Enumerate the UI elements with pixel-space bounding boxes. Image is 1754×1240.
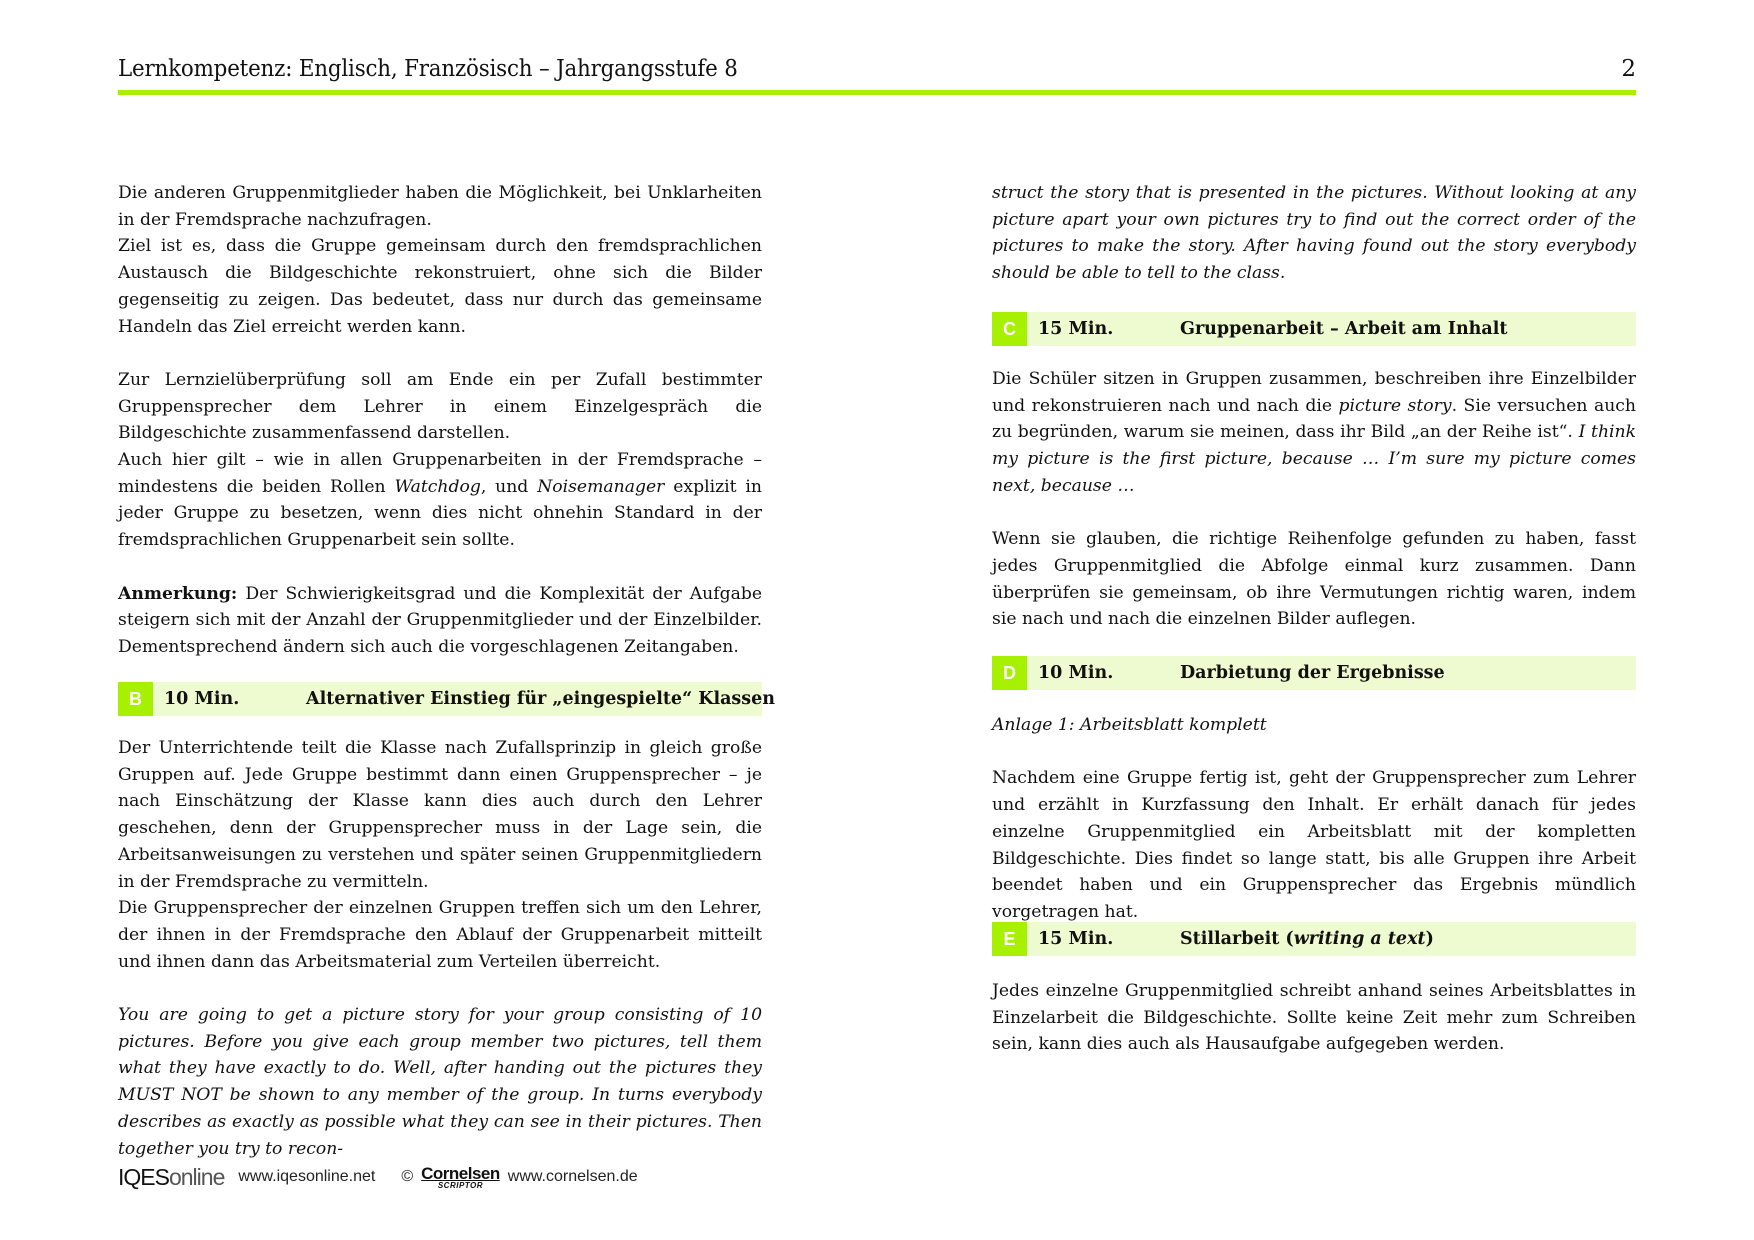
- section-duration: 15 Min.: [1038, 319, 1114, 339]
- text-run: Auch hier gilt – wie in allen Gruppenarbeiten in der Fremdsprache – mindestens die beiden Rollen: [118, 450, 762, 497]
- paragraph: Zur Lernzielüberprüfung soll am Ende ein per Zufall bestimmter Gruppensprecher dem Lehrer in einem Einzelgespräch die Bildgeschichte zusammenfassend darstellen.: [118, 369, 762, 444]
- text-run: writing a text: [1293, 929, 1426, 949]
- left-column: [118, 180, 762, 661]
- logo-text: SCRIPTOR: [437, 1180, 484, 1190]
- note-label: Anmerkung:: [118, 583, 238, 604]
- term-picture-story: picture story: [1338, 395, 1452, 416]
- section-e-body: [992, 978, 1636, 1058]
- section-title: [1180, 929, 1434, 949]
- page-number: 2: [1621, 56, 1636, 82]
- paragraph: [118, 447, 762, 554]
- section-duration: 10 Min.: [164, 689, 240, 709]
- paragraph: Die Gruppensprecher der einzelnen Gruppen treffen sich um den Lehrer, der ihnen in der Fremdsprache den Ablauf der Gruppenarbeit mitteilt und ihnen dann das Arbeitsmaterial zum Verteilen überreicht.: [118, 898, 762, 972]
- paragraph: Wenn sie glauben, die richtige Reihenfolge gefunden zu haben, fasst jedes Gruppenmitglied die Abfolge einmal kurz zusammen. Dann überprüfen sie gemeinsam, ob ihre Vermutungen richtig waren, indem sie nach und nach die einzelnen Bilder auflegen.: [992, 529, 1636, 630]
- section-c-body: [992, 366, 1636, 633]
- paragraph: Der Unterrichtende teilt die Klasse nach Zufallsprinzip in gleich große Gruppen auf. Jede Gruppe bestimmt dann einen Gruppensprecher – je nach Einschätzung der Klasse kann dies auch durch den Lehrer geschehen, denn der Gruppensprecher muss in der Lage sein, die Arbeitsanweisungen zu verstehen und später seinen Gruppenmitgliedern in der Fremdsprache zu vermitteln.: [118, 738, 762, 892]
- logo-text: Cornelsen: [421, 1163, 500, 1183]
- logo-text: online: [168, 1163, 225, 1190]
- footer: [118, 1162, 638, 1192]
- section-duration: 10 Min.: [1038, 663, 1114, 683]
- english-instructions-continued: struct the story that is presented in the pictures. Without looking at any picture apart your own pictures try to find out the correct order of the pictures to make the story. After having found out the story everybody should be able to tell to the class.: [992, 183, 1636, 284]
- header-rule: [118, 90, 1636, 95]
- role-watchdog: Watchdog: [394, 476, 481, 497]
- section-title: Gruppenarbeit – Arbeit am Inhalt: [1180, 319, 1508, 339]
- text-run: Stillarbeit (: [1180, 929, 1294, 949]
- section-duration: 15 Min.: [1038, 929, 1114, 949]
- paragraph: Die anderen Gruppenmitglieder haben die Möglichkeit, bei Unklarheiten in der Fremdsprache nachzufragen.: [118, 183, 762, 230]
- paragraph: Nachdem eine Gruppe fertig ist, geht der Gruppensprecher zum Lehrer und erzählt in Kurzfassung den Inhalt. Er erhält danach für jedes einzelne Gruppenmitglied ein Arbeitsblatt mit der kompletten Bildgeschichte. Dies findet so lange statt, bis alle Gruppen ihre Arbeit beendet haben und ein Gruppensprecher das Ergebnis mündlich vorgetragen hat.: [992, 768, 1636, 922]
- text-run: , und: [480, 476, 538, 497]
- role-noisemanager: Noisemanager: [537, 476, 665, 497]
- note-paragraph: [118, 581, 762, 661]
- example-phrases: I think my picture is the first picture, because … I’m sure my picture comes next, because …: [992, 422, 1636, 496]
- section-title: Alternativer Einstieg für „eingespielte“ Klassen: [306, 689, 775, 709]
- section-letter-badge: B: [118, 682, 153, 716]
- text-run: ): [1425, 929, 1434, 949]
- attachment-reference: Anlage 1: Arbeitsblatt komplett: [992, 715, 1267, 735]
- logo-text: IQES: [118, 1163, 169, 1190]
- paragraph: [992, 366, 1636, 500]
- iqes-url[interactable]: www.iqesonline.net: [238, 1168, 376, 1185]
- text-run: Die Schüler sitzen in Gruppen zusammen, beschreiben ihre Einzelbilder und rekonstruieren nach und nach die: [992, 369, 1636, 416]
- section-letter-badge: E: [992, 922, 1027, 956]
- text-run: explizit in jeder Gruppe zu besetzen, wenn dies nicht ohnehin Standard in der fremdsprachlichen Gruppenarbeit sein sollte.: [118, 476, 762, 551]
- paragraph: Ziel ist es, dass die Gruppe gemeinsam durch den fremdsprachlichen Austausch die Bildgeschichte rekonstruiert, ohne sich die Bilder gegenseitig zu zeigen. Das bedeutet, dass nur durch das gemeinsame Handeln das Ziel erreicht werden kann.: [118, 236, 762, 337]
- cornelsen-logo: [421, 1165, 500, 1190]
- iqes-logo: [118, 1164, 224, 1191]
- text-run: . Sie versuchen auch zu begründen, warum sie meinen, dass ihr Bild „an der Reihe ist“.: [992, 395, 1636, 443]
- right-column: [992, 180, 1636, 287]
- section-header-e: [992, 922, 1636, 956]
- paragraph: Jedes einzelne Gruppenmitglied schreibt anhand seines Arbeitsblattes in Einzelarbeit die Bildgeschichte. Sollte keine Zeit mehr zum Schreiben sein, kann dies auch als Hausaufgabe aufgegeben werden.: [992, 981, 1636, 1055]
- section-header-b: [118, 682, 775, 716]
- section-header-d: [992, 656, 1636, 690]
- english-instructions: You are going to get a picture story for your group consisting of 10 pictures. Before you give each group member two pictures, tell them what they have exactly to do. Well, after handing out the pictures they MUST NOT be shown to any member of the group. In turns everybody describes as exactly as possible what they can see in their pictures. Then together you try to recon-: [118, 1005, 762, 1159]
- section-title: Darbietung der Ergebnisse: [1180, 663, 1445, 683]
- section-letter-badge: D: [992, 656, 1027, 690]
- cornelsen-url[interactable]: www.cornelsen.de: [507, 1168, 638, 1185]
- section-d-body: [992, 712, 1636, 926]
- section-letter-badge: C: [992, 312, 1027, 346]
- running-header-title: Lernkompetenz: Englisch, Französisch – Jahrgangsstufe 8: [118, 56, 738, 82]
- note-text: Der Schwierigkeitsgrad und die Komplexität der Aufgabe steigern sich mit der Anzahl der Gruppenmitglieder und der Einzelbilder. Dementsprechend ändern sich auch die vorgeschlagenen Zeitangaben.: [118, 583, 762, 657]
- left-column-lower: [118, 735, 762, 1162]
- copyright-icon: ©: [401, 1168, 414, 1185]
- section-header-c: [992, 312, 1636, 346]
